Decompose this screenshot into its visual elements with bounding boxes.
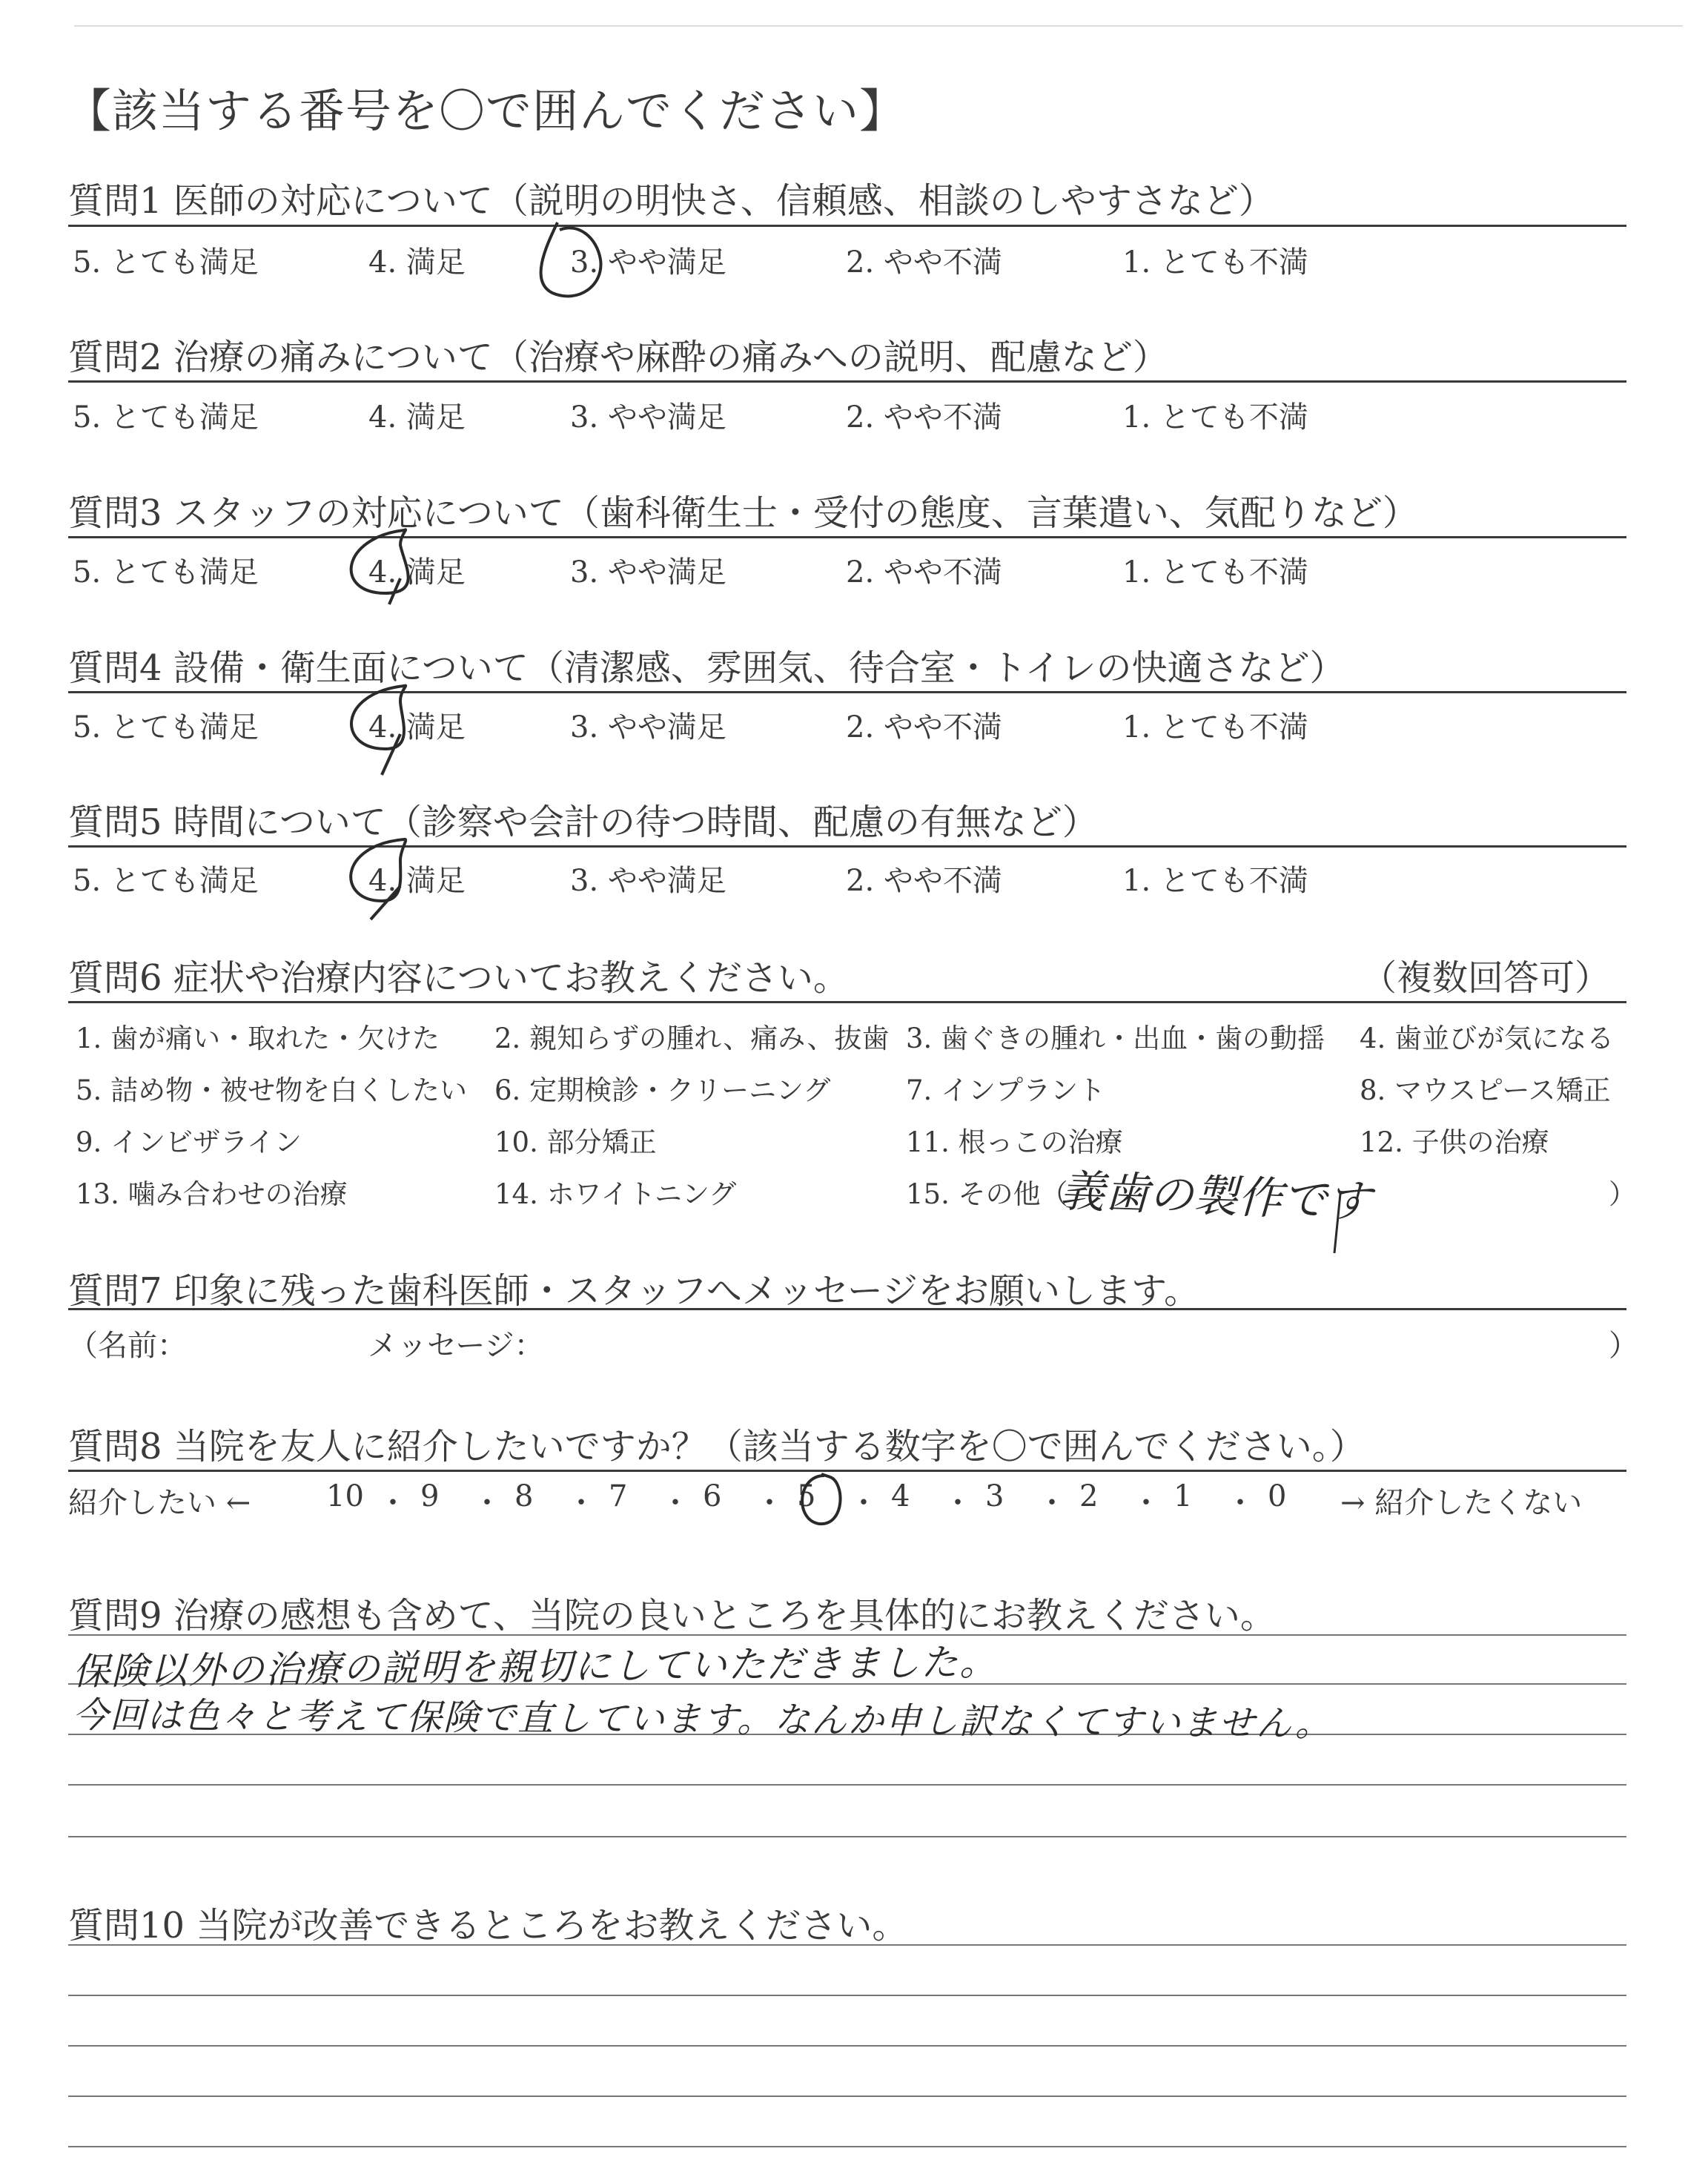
- q6-item-4[interactable]: 4. 歯並びが気になる: [1360, 1023, 1615, 1054]
- q8-right-label: → 紹介したくない: [1340, 1486, 1583, 1520]
- q3-option-4[interactable]: 4. 満足: [368, 555, 466, 589]
- q6-item-7[interactable]: 7. インプラント: [906, 1074, 1106, 1106]
- q8-scale-value-2[interactable]: 2: [1079, 1479, 1099, 1513]
- q8-scale-separator: ・: [472, 1486, 502, 1520]
- q6-item-8[interactable]: 8. マウスピース矯正: [1360, 1074, 1611, 1106]
- q8-scale-separator: ・: [1225, 1486, 1255, 1520]
- q2-option-5[interactable]: 5. とても満足: [73, 400, 259, 435]
- q5-option-4[interactable]: 4. 満足: [368, 864, 466, 898]
- q6-other-handwritten[interactable]: 義歯の製作です: [1059, 1165, 1372, 1229]
- q6-item-3[interactable]: 3. 歯ぐきの腫れ・出血・歯の動揺: [906, 1023, 1325, 1054]
- q3-option-5[interactable]: 5. とても満足: [73, 555, 259, 589]
- page-title: 【該当する番号を〇で囲んでください】: [65, 84, 907, 138]
- q8-scale-separator: ・: [378, 1486, 408, 1520]
- q1-option-3[interactable]: 3. やや満足: [570, 245, 726, 280]
- q8-scale-separator: ・: [1131, 1486, 1161, 1520]
- q2-option-4[interactable]: 4. 満足: [368, 400, 466, 435]
- q1-option-5[interactable]: 5. とても満足: [73, 245, 259, 280]
- q5-option-1[interactable]: 1. とても不満: [1122, 864, 1308, 898]
- q7-message-label: メッセージ：: [368, 1329, 544, 1363]
- q8-scale-value-7[interactable]: 7: [609, 1479, 628, 1513]
- q2-option-1[interactable]: 1. とても不満: [1122, 400, 1308, 435]
- q8-scale-separator: ・: [1037, 1486, 1067, 1520]
- question-6-label: 質問6 症状や治療内容についてお教えください。: [68, 957, 849, 999]
- q8-scale-value-8[interactable]: 8: [514, 1479, 534, 1513]
- q6-item-2[interactable]: 2. 親知らずの腫れ、痛み、抜歯: [494, 1023, 890, 1054]
- q6-item-1[interactable]: 1. 歯が痛い・取れた・欠けた: [76, 1023, 440, 1054]
- q8-circle-mark: [802, 1474, 840, 1524]
- question-6-note: （複数回答可）: [1361, 957, 1611, 999]
- q8-scale-separator: ・: [661, 1486, 690, 1520]
- q8-scale-value-5[interactable]: 5: [797, 1479, 816, 1513]
- q4-option-5[interactable]: 5. とても満足: [73, 710, 259, 744]
- q6-item-13[interactable]: 13. 噛み合わせの治療: [76, 1178, 348, 1210]
- q3-option-2[interactable]: 2. やや不満: [846, 555, 1002, 589]
- q1-circle-mark: [541, 222, 601, 296]
- q8-scale-value-4[interactable]: 4: [891, 1479, 910, 1513]
- question-10-label: 質問10 当院が改善できるところをお教えください。: [68, 1905, 908, 1946]
- q8-scale-value-6[interactable]: 6: [703, 1479, 722, 1513]
- q8-scale-separator: ・: [849, 1486, 878, 1520]
- q7-name-label: （名前：: [68, 1329, 187, 1363]
- q5-option-2[interactable]: 2. やや不満: [846, 864, 1002, 898]
- q5-option-3[interactable]: 3. やや満足: [570, 864, 726, 898]
- q5-option-5[interactable]: 5. とても満足: [73, 864, 259, 898]
- q8-scale-separator: ・: [755, 1486, 784, 1520]
- q6-item-5[interactable]: 5. 詰め物・被せ物を白くしたい: [76, 1074, 468, 1106]
- question-2-label: 質問2 治療の痛みについて（治療や麻酔の痛みへの説明、配慮など）: [68, 337, 1168, 378]
- question-1-label: 質問1 医師の対応について（説明の明快さ、信頼感、相談のしやすさなど）: [68, 180, 1274, 222]
- q8-scale-value-9[interactable]: 9: [420, 1479, 440, 1513]
- q6-item-9[interactable]: 9. インビザライン: [76, 1126, 302, 1158]
- question-4-label: 質問4 設備・衛生面について（清潔感、雰囲気、待合室・トイレの快適さなど）: [68, 647, 1345, 689]
- q6-other-stroke: [1334, 1194, 1340, 1253]
- q6-item-15[interactable]: 15. その他（: [906, 1178, 1068, 1210]
- q8-scale-value-1[interactable]: 1: [1174, 1479, 1193, 1513]
- q8-scale-value-3[interactable]: 3: [985, 1479, 1004, 1513]
- question-3-label: 質問3 スタッフの対応について（歯科衛生士・受付の態度、言葉遣い、気配りなど）: [68, 492, 1418, 534]
- q8-scale-separator: ・: [566, 1486, 596, 1520]
- question-8-label: 質問8 当院を友人に紹介したいですか？（該当する数字を〇で囲んでください。）: [68, 1426, 1366, 1467]
- q3-option-1[interactable]: 1. とても不満: [1122, 555, 1308, 589]
- q6-item-11[interactable]: 11. 根っこの治療: [906, 1126, 1123, 1158]
- q3-circle-mark: [351, 529, 408, 604]
- q4-circle-mark: [351, 686, 406, 775]
- question-5-label: 質問5 時間について（診察や会計の待つ時間、配慮の有無など）: [68, 802, 1098, 843]
- q1-option-4[interactable]: 4. 満足: [368, 245, 466, 280]
- q4-option-1[interactable]: 1. とても不満: [1122, 710, 1308, 744]
- q2-option-3[interactable]: 3. やや満足: [570, 400, 726, 435]
- q5-circle-mark: [351, 839, 406, 919]
- q6-item-14[interactable]: 14. ホワイトニング: [494, 1178, 737, 1210]
- q6-item-12[interactable]: 12. 子供の治療: [1360, 1126, 1549, 1158]
- q6-item-6[interactable]: 6. 定期検診・クリーニング: [494, 1074, 831, 1106]
- q1-option-1[interactable]: 1. とても不満: [1122, 245, 1308, 280]
- q8-left-label: 紹介したい ←: [68, 1486, 251, 1520]
- q9-answer-line-1[interactable]: 保険以外の治療の説明を親切にしていただきました。: [72, 1640, 999, 1694]
- q8-scale-value-0[interactable]: 0: [1268, 1479, 1287, 1513]
- q3-option-3[interactable]: 3. やや満足: [570, 555, 726, 589]
- q6-item-10[interactable]: 10. 部分矯正: [494, 1126, 657, 1158]
- q8-scale-separator: ・: [943, 1486, 973, 1520]
- question-9-label: 質問9 治療の感想も含めて、当院の良いところを具体的にお教えください。: [68, 1595, 1276, 1636]
- q4-option-2[interactable]: 2. やや不満: [846, 710, 1002, 744]
- q1-option-2[interactable]: 2. やや不満: [846, 245, 1002, 280]
- q4-option-3[interactable]: 3. やや満足: [570, 710, 726, 744]
- q4-option-4[interactable]: 4. 満足: [368, 710, 466, 744]
- q7-close: ）: [1609, 1329, 1638, 1363]
- q2-option-2[interactable]: 2. やや不満: [846, 400, 1002, 435]
- q9-answer-line-2[interactable]: 今回は色々と考えて保険で直しています。なんか申し訳なくてすいません。: [72, 1694, 1333, 1745]
- q8-scale-value-10[interactable]: 10: [326, 1479, 364, 1513]
- question-7-label: 質問7 印象に残った歯科医師・スタッフへメッセージをお願いします。: [68, 1270, 1200, 1312]
- q6-item-15-close: ）: [1609, 1178, 1636, 1210]
